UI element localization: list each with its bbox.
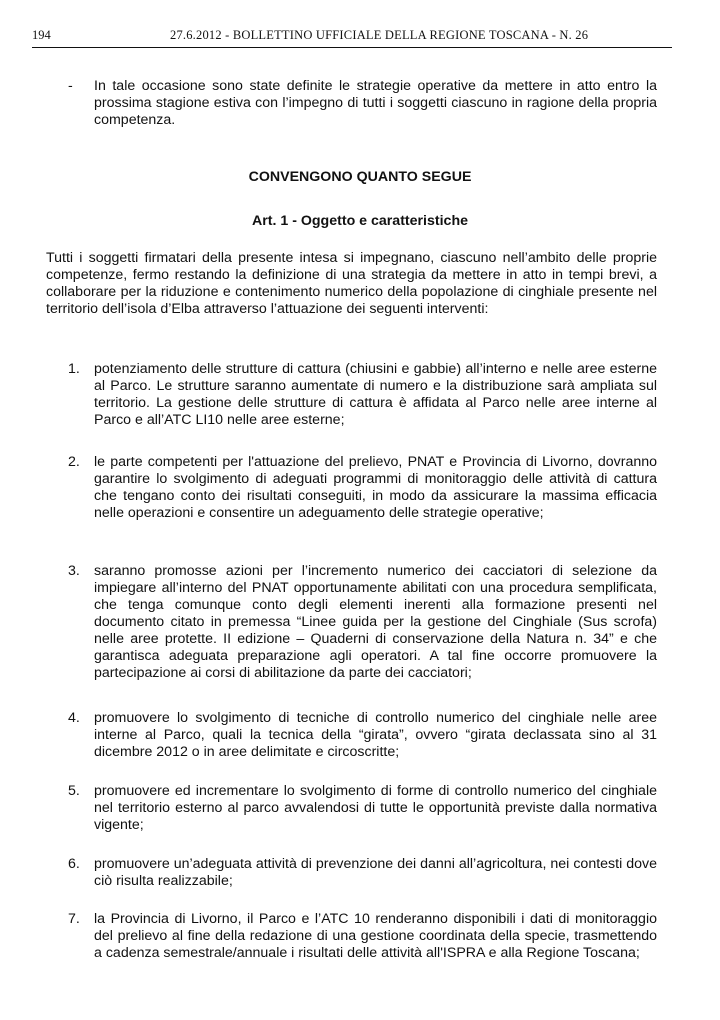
- list-item-text: promuovere lo svolgimento di tecniche di controllo numerico del cinghiale nelle aree interne al Parco, quali la tecnica della “girata”, ovvero “girata declassata sino al 31 dicembre 2012 o in aree delimitate e circoscritte;: [94, 710, 657, 760]
- article-heading: Art. 1 - Oggetto e caratteristiche: [251, 213, 469, 229]
- list-item-text: potenziamento delle strutture di cattura (chiusini e gabbie) all’interno e nelle aree esterne al Parco. Le strutture saranno aumentate di numero e la distribuzione sarà ampliata sul territorio. La gestione delle strutture di cattura è affidata al Parco nelle aree interne al Parco e all’ATC LI10 nelle aree esterne;: [94, 361, 657, 428]
- list-item-number: 6.: [68, 856, 80, 872]
- list-item-number: 1.: [68, 361, 80, 377]
- bulletin-title: 27.6.2012 - BOLLETTINO UFFICIALE DELLA REGIONE TOSCANA - N. 26: [170, 28, 589, 42]
- list-item-number: 4.: [68, 710, 80, 726]
- list-item-text: promuovere un’adeguata attività di prevenzione dei danni all’agricoltura, nei contesti dove ciò risulta realizzabile;: [94, 856, 657, 889]
- list-item-text: saranno promosse azioni per l’incremento numerico dei cacciatori di selezione da impiegare all’interno del PNAT opportunamente abilitati con una procedura semplificata, che tenga comunque conto degli elementi inerenti alla formazione presenti nel documento citato in premessa “Linee guida per la gestione del Cinghiale (Sus scrofa) nelle aree protette. II edizione – Quaderni di conservazione della Natura n. 34” e che garantisca adeguata preparazione agli operatori. A tal fine occorre promuovere la partecipazione ai corsi di abilitazione da parte dei cacciatori;: [94, 563, 657, 681]
- header-rule: [32, 47, 672, 48]
- intro-paragraph: Tutti i soggetti firmatari della presente intesa si impegnano, ciascuno nell’ambito delle proprie competenze, fermo restando la definizione di una strategia da mettere in atto in tempi brevi, a collaborare per la riduzione e contenimento numerico della popolazione di cinghiale presente nel territorio dell’isola d’Elba attraverso l’attuazione dei seguenti interventi:: [46, 250, 657, 317]
- page-number: 194: [32, 28, 51, 42]
- list-item-number: 7.: [68, 911, 80, 927]
- list-item-number: 5.: [68, 783, 80, 799]
- section-heading: CONVENGONO QUANTO SEGUE: [248, 169, 472, 185]
- dash-marker: -: [68, 78, 73, 94]
- dash-item-text: In tale occasione sono state definite le strategie operative da mettere in atto entro la prossima stagione estiva con l’impegno di tutti i soggetti ciascuno in ragione della propria competenza.: [94, 78, 657, 128]
- list-item-text: la Provincia di Livorno, il Parco e l’ATC 10 renderanno disponibili i dati di monitoraggio del prelievo al fine della redazione di una gestione coordinata della specie, trasmettendo a cadenza semestrale/annuale i risultati delle attività all'ISPRA e alla Regione Toscana;: [94, 911, 657, 961]
- list-item-text: le parte competenti per l'attuazione del prelievo, PNAT e Provincia di Livorno, dovranno garantire lo svolgimento di adeguati programmi di monitoraggio delle attività di cattura che tengano conto dei risultati conseguiti, in modo da assicurare la massima efficacia nelle operazioni e consentire un adeguamento delle strategie operative;: [94, 454, 657, 521]
- list-item-number: 2.: [68, 454, 80, 470]
- list-item-text: promuovere ed incrementare lo svolgimento di forme di controllo numerico del cinghiale nel territorio esterno al parco avvalendosi di tutte le opportunità previste dalla normativa vigente;: [94, 783, 657, 833]
- list-item-number: 3.: [68, 563, 80, 579]
